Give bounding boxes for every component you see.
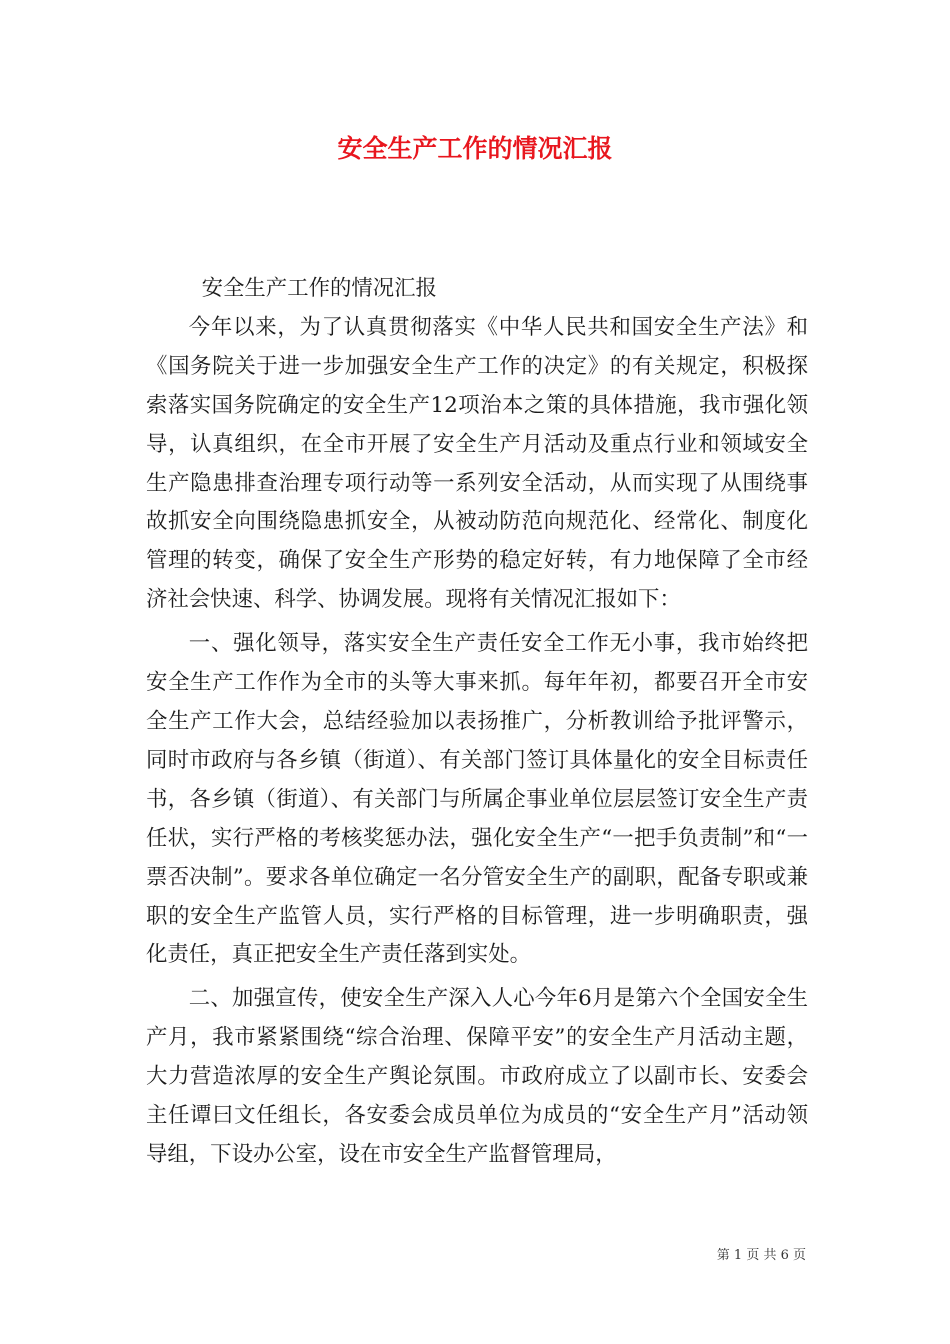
page-number-footer: 第 1 页 共 6 页 bbox=[716, 1248, 806, 1263]
paragraph-intro: 今年以来，为了认真贯彻落实《中华人民共和国安全生产法》和《国务院关于进一步加强安全生产工作的决定》的有关规定，积极探索落实国务院确定的安全生产12项治本之策的具体措施，我市强化领导，认真组织，在全市开展了安全生产月活动及重点行业和领域安全生产隐患排查治理专项行动等一系列安全活动，从而实现了从围绕事故抓安全向围绕隐患抓安全，从被动防范向规范化、经常化、制度化管理的转变，确保了安全生产形势的稳定好转，有力地保障了全市经济社会快速、科学、协调发展。现将有关情况汇报如下： bbox=[146, 314, 808, 613]
paragraph-section-1: 一、强化领导，落实安全生产责任安全工作无小事，我市始终把安全生产工作作为全市的头等大事来抓。每年年初，都要召开全市安全生产工作大会，总结经验加以表扬推广，分析教训给予批评警示，同时市政府与各乡镇（街道）、有关部门签订具体量化的安全目标责任书，各乡镇（街道）、有关部门与所属企事业单位层层签订安全生产责任状，实行严格的考核奖惩办法，强化安全生产“一把手负责制”和“一票否决制”。要求各单位确定一名分管安全生产的副职，配备专职或兼职的安全生产监管人员，实行严格的目标管理，进一步明确职责，强化责任，真正把安全生产责任落到实处。 bbox=[146, 631, 808, 968]
body-subtitle: 安全生产工作的情况汇报 bbox=[201, 276, 437, 301]
document-title: 安全生产工作的情况汇报 bbox=[337, 134, 613, 163]
document-body bbox=[146, 270, 808, 1175]
paragraph-section-2: 二、加强宣传，使安全生产深入人心今年6月是第六个全国安全生产月，我市紧紧围绕“综合治理、保障平安”的安全生产月活动主题，大力营造浓厚的安全生产舆论氛围。市政府成立了以副市长、安委会主任谭曰文任组长，各安委会成员单位为成员的“安全生产月”活动领导组，下设办公室，设在市安全生产监督管理局， bbox=[146, 986, 808, 1167]
